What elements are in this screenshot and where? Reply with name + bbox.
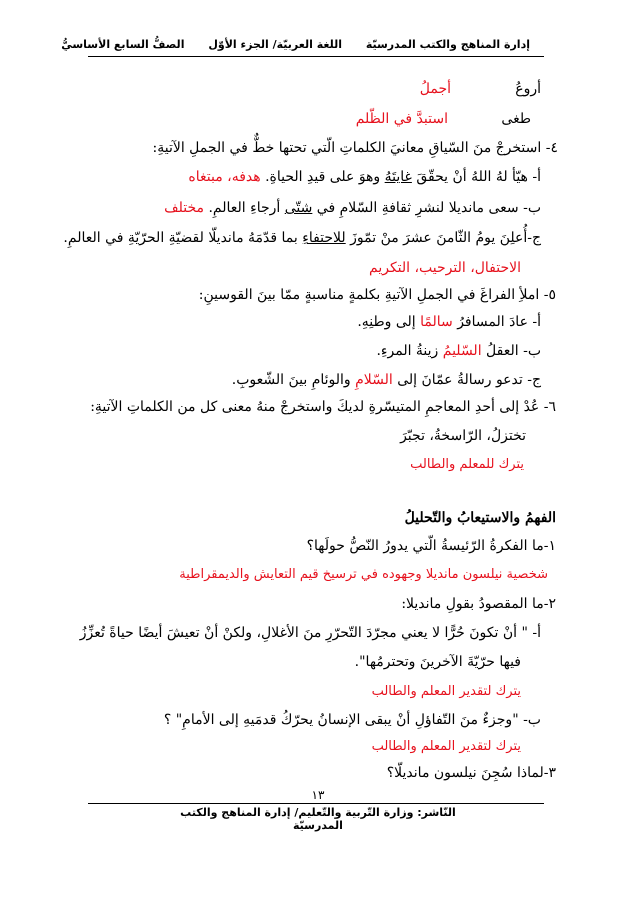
- q6-words: تختزلُ، الرّاسخةُ، تجبّرَ: [400, 428, 526, 444]
- q5-b-text-pre: ب- العقلُ: [481, 343, 541, 359]
- vocab-word-1: أروعُ: [515, 81, 541, 97]
- q6-answer: يترك للمعلم والطالب: [410, 457, 524, 472]
- section-q2a-line2: فيها حرّيّةَ الآخرينَ وتحترمُها".: [354, 654, 521, 670]
- q4-item-c: [63, 229, 541, 247]
- q5-title: ٥- املأِ الفراغَ في الجملِ الآتيةِ بكلمةٍ مناسبةٍ ممّا بينَ القوسينِ:: [198, 287, 556, 303]
- q4-c-answer: الاحتفال، الترحيب، التكريم: [369, 260, 521, 276]
- q4-c-text-post: بما قدّمَهُ مانديلّا لقضيّةِ الحرّيّةِ في العالمِ.: [63, 230, 303, 246]
- q5-item-a: [357, 313, 541, 331]
- section-q1-answer: شخصية نيلسون مانديلا وجهوده في ترسيخ قيم التعايش والديمقراطية: [179, 567, 548, 582]
- header-rule: [88, 56, 544, 57]
- section-q2b: ب- "وجزءٌ منَ التّفاؤلِ أنْ يبقى الإنسانُ يحرّكُ قدمَيهِ إلى الأمامِ" ؟: [163, 712, 541, 728]
- section-q1: ١-ما الفكرةُ الرّئيسةُ الّتي يدورُ النّصُّ حولَها؟: [306, 538, 556, 554]
- page-footer: النّاشر: وزارة التّربية والتّعليم/ إدارة المناهج والكتب المدرسيّة: [180, 806, 456, 832]
- header-department: إدارة المناهج والكتب المدرسيّة: [365, 38, 530, 51]
- header-subject: اللغة العربيّة/ الجزء الأوّل: [208, 38, 342, 51]
- q5-a-answer: سالمًا: [420, 314, 453, 330]
- q4-item-b: [164, 199, 541, 217]
- vocab-meaning-1: أجملُ: [419, 81, 451, 97]
- q4-b-text-post: أرجاءِ العالمِ.: [208, 200, 285, 216]
- footer-rule: [88, 803, 544, 804]
- q4-a-text-post: وهوَ على قيدِ الحياةِ.: [265, 169, 385, 185]
- q4-item-a: [188, 168, 541, 186]
- q6-title: ٦- عُدْ إلى أحدِ المعاجمِ المتيسّرةِ لديكَ واستخرجْ منهُ معنى كل من الكلماتِ الآتيةِ:: [90, 399, 556, 415]
- q4-a-text-pre: أ- هيّأ لهُ اللهُ أنْ يحقّقَ: [411, 169, 541, 185]
- section-q2b-answer: يترك لتقدير المعلم والطالب: [371, 739, 521, 754]
- q5-item-b: [376, 342, 541, 360]
- section-title: الفهمُ والاستيعابُ والتّحليلُ: [404, 510, 556, 526]
- section-q2a-line1: أ- " أنْ تكونَ حُرًّا لا يعني مجرّدَ التّحرّرِ منَ الأغلالِ، ولكنْ أنْ تعيشَ أيضًا حياةً تُعزِّزُ: [79, 625, 541, 641]
- q5-b-answer: السّليمُ: [442, 343, 482, 359]
- page-header: [61, 38, 540, 51]
- section-q3: ٣-لماذا سُجِنَ نيلسون مانديلّا؟: [386, 765, 556, 781]
- vocab-meaning-2: استبدَّ في الظّلم: [355, 111, 448, 127]
- q5-item-c: [232, 371, 541, 389]
- q5-a-text-post: إلى وطنِهِ.: [357, 314, 421, 330]
- vocab-word-2: طغى: [501, 111, 531, 127]
- q4-b-text-pre: ب- سعى مانديلا لنشرِ ثقافةِ السّلامِ في: [312, 200, 541, 216]
- q4-b-answer: مختلف: [164, 200, 204, 216]
- q4-b-underlined: شتّى: [284, 200, 313, 216]
- page-number: ١٣: [311, 788, 325, 802]
- header-grade: الصفُّ السابع الأساسيُّ: [61, 38, 185, 51]
- q4-c-underlined: للاحتفاءِ: [302, 230, 346, 246]
- q5-c-text-post: والوئامِ بينَ الشّعوبِ.: [231, 372, 356, 388]
- section-q2a-answer: يترك لتقدير المعلم والطالب: [371, 684, 521, 699]
- q5-b-text-post: زينةُ المرءِ.: [376, 343, 443, 359]
- q5-c-answer: السّلامِ: [355, 372, 393, 388]
- q4-c-text-pre: ج-أُعلِنَ يومُ الثّامنَ عشرَ منْ تمّوزَ: [345, 230, 541, 246]
- q4-a-underlined: غايتَهُ: [384, 169, 412, 185]
- section-q2: ٢-ما المقصودُ بقولِ مانديلا:: [401, 596, 556, 612]
- q5-c-text-pre: ج- تدعو رسالةُ عمّانَ إلى: [392, 372, 541, 388]
- q4-a-answer: هدفه، مبتغاه: [188, 169, 261, 185]
- q4-title: ٤- استخرجْ منَ السّياقِ معانيَ الكلماتِ الّتي تحتها خطٌّ في الجملِ الآتيةِ:: [152, 140, 558, 156]
- q5-a-text-pre: أ- عادَ المسافرُ: [452, 314, 541, 330]
